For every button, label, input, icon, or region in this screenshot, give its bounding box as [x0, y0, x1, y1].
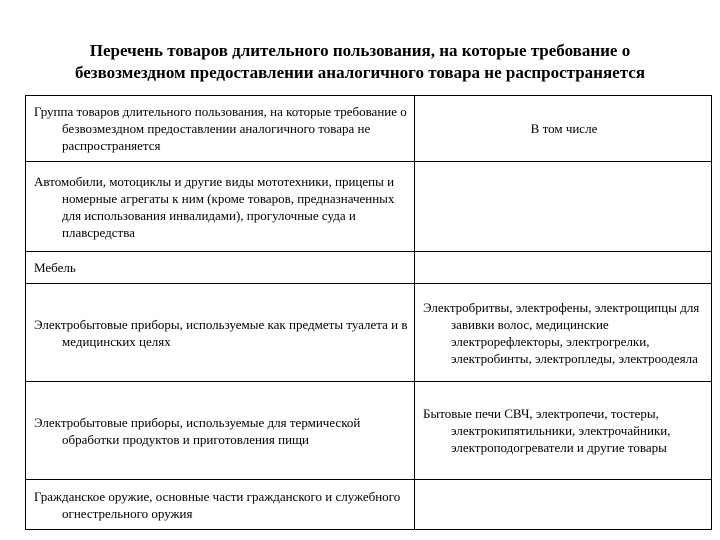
table-row [26, 382, 712, 480]
table-header-row [26, 96, 712, 162]
including-cell [415, 162, 712, 252]
title-line-1: Перечень товаров длительного пользования, на которые требование о [89, 41, 631, 60]
header-group-cell: Группа товаров длительного пользования, на которые требование о безвозмездном предоставлении аналогичного товара не распространяется [26, 96, 415, 162]
including-cell [415, 480, 712, 530]
table-row [26, 162, 712, 252]
group-cell: Автомобили, мотоциклы и другие виды мототехники, прицепы и номерные агрегаты к ним (кроме товаров, предназначенных для использования инвалидами), прогулочные суда и плавсредства [26, 162, 415, 252]
including-cell: Электробритвы, электрофены, электрощипцы для завивки волос, медицинские электрорефлекторы, электрогрелки, электробинты, электропледы, электроодеяла [415, 284, 712, 382]
group-cell: Электробытовые приборы, используемые для термической обработки продуктов и приготовления пищи [26, 382, 415, 480]
table-row [26, 480, 712, 530]
title-line-2: безвозмездном предоставлении аналогичного товара не распространяется [74, 63, 646, 82]
group-cell: Электробытовые приборы, используемые как предметы туалета и в медицинских целях [26, 284, 415, 382]
table-row [26, 284, 712, 382]
group-cell: Мебель [26, 252, 415, 284]
page-title [10, 40, 710, 84]
goods-table [25, 95, 712, 530]
including-cell: Бытовые печи СВЧ, электропечи, тостеры, электрокипятильники, электрочайники, электроподогреватели и другие товары [415, 382, 712, 480]
table-row [26, 252, 712, 284]
including-cell [415, 252, 712, 284]
group-cell: Гражданское оружие, основные части гражданского и служебного огнестрельного оружия [26, 480, 415, 530]
header-including-cell: В том числе [415, 96, 712, 162]
